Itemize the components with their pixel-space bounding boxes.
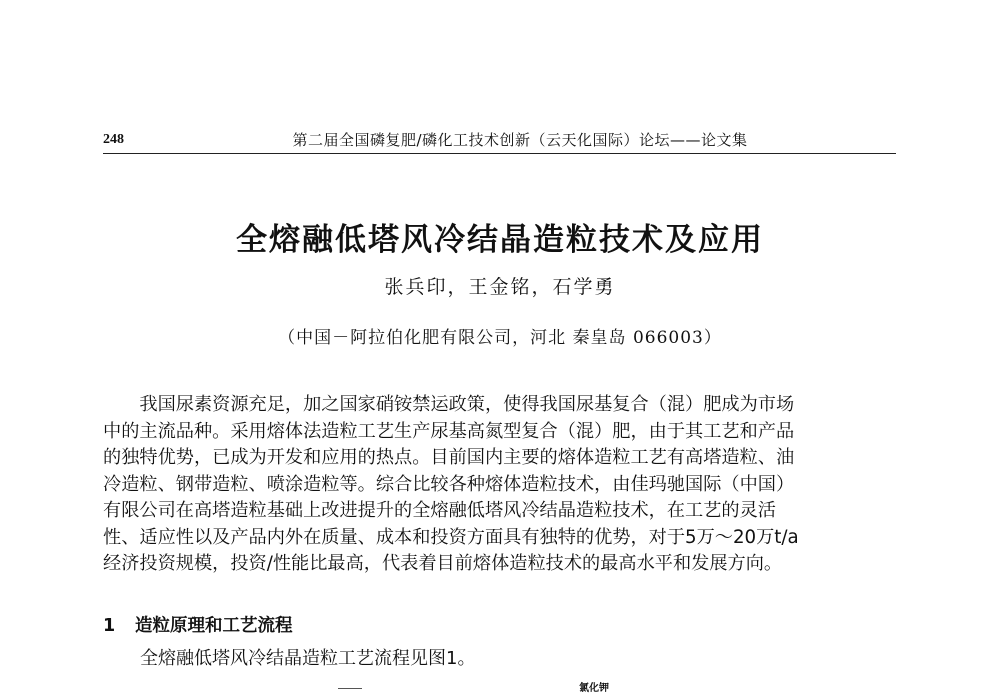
section-title: 造粒原理和工艺流程 — [135, 616, 293, 636]
paragraph-line: 性、适应性以及产品内外在质量、成本和投资方面具有独特的优势，对于5万～20万t/a — [103, 526, 799, 548]
paragraph-line: 中的主流品种。采用熔体法造粒工艺生产尿基高氮型复合（混）肥，由于其工艺和产品 — [103, 420, 795, 442]
figure-fragment-label: 氯化钾 — [579, 683, 609, 694]
article-affiliation: （中国－阿拉伯化肥有限公司，河北 秦皇岛 066003） — [278, 328, 722, 348]
article-title: 全熔融低塔风冷结晶造粒技术及应用 — [236, 222, 764, 258]
section-number: 1 — [103, 616, 116, 636]
section-sentence: 全熔融低塔风冷结晶造粒工艺流程见图1。 — [140, 648, 476, 669]
paragraph-line: 有限公司在高塔造粒基础上改进提升的全熔融低塔风冷结晶造粒技术，在工艺的灵活 — [103, 500, 776, 521]
running-header: 第二届全国磷复肥/磷化工技术创新（云天化国际）论坛——论文集 — [292, 131, 748, 149]
paragraph-line: 我国尿素资源充足，加之国家硝铵禁运政策，使得我国尿基复合（混）肥成为市场 — [103, 394, 795, 415]
section-heading — [103, 612, 293, 637]
article-authors: 张兵印，王金铭，石学勇 — [384, 276, 616, 298]
page-number: 248 — [103, 132, 124, 147]
paragraph-line: 冷造粒、钢带造粒、喷涂造粒等。综合比较各种熔体造粒技术，由佳玛驰国际（中国） — [103, 473, 795, 495]
body-paragraph — [103, 392, 896, 578]
paragraph-line: 的独特优势，已成为开发和应用的热点。目前国内主要的熔体造粒工艺有高塔造粒、油 — [103, 447, 795, 468]
figure-fragment-line — [338, 688, 362, 689]
paragraph-line: 经济投资规模，投资/性能比最高，代表着目前熔体造粒技术的最高水平和发展方向。 — [103, 553, 783, 574]
header-rule — [103, 153, 896, 154]
